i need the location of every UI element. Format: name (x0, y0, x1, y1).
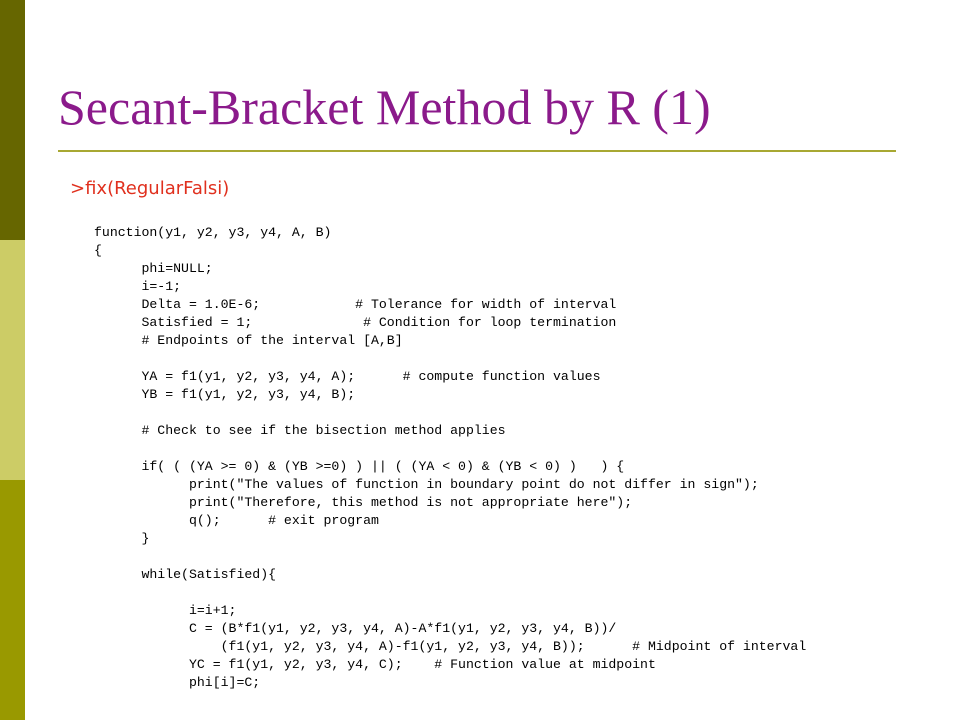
code-line (94, 548, 806, 566)
code-line: i=i+1; (94, 603, 237, 618)
code-line: print("Therefore, this method is not appropriate here"); (94, 495, 633, 510)
code-line: C = (B*f1(y1, y2, y3, y4, A)-A*f1(y1, y2, y3, y4, B))/ (94, 621, 617, 636)
slide-title: Secant-Bracket Method by R (1) (58, 79, 711, 135)
sidebar-accent (0, 0, 25, 720)
code-line (94, 440, 806, 458)
code-line: # Endpoints of the interval [A,B] (94, 333, 403, 348)
code-line: (f1(y1, y2, y3, y4, A)-f1(y1, y2, y3, y4, B)); # Midpoint of interval (94, 639, 807, 654)
code-line: print("The values of function in boundary point do not differ in sign"); (94, 477, 759, 492)
code-line: q(); # exit program (94, 513, 379, 528)
code-block (94, 224, 806, 692)
title-divider (58, 150, 896, 152)
code-line: YB = f1(y1, y2, y3, y4, B); (94, 387, 356, 402)
code-line: } (94, 531, 150, 546)
code-line (94, 404, 806, 422)
sidebar-segment-middle (0, 240, 25, 480)
command-text: >fix(RegularFalsi) (70, 178, 230, 199)
code-line: { (94, 243, 102, 258)
code-line: function(y1, y2, y3, y4, A, B) (94, 225, 332, 240)
code-line: Delta = 1.0E-6; # Tolerance for width of interval (94, 297, 617, 312)
code-line: Satisfied = 1; # Condition for loop termination (94, 315, 617, 330)
code-line (94, 584, 806, 602)
sidebar-segment-bottom (0, 480, 25, 720)
code-line: YC = f1(y1, y2, y3, y4, C); # Function value at midpoint (94, 657, 656, 672)
code-line: phi[i]=C; (94, 675, 261, 690)
code-line: YA = f1(y1, y2, y3, y4, A); # compute function values (94, 369, 601, 384)
code-line: phi=NULL; (94, 261, 213, 276)
sidebar-segment-top (0, 0, 25, 240)
code-line (94, 350, 806, 368)
code-line: if( ( (YA >= 0) & (YB >=0) ) || ( (YA < 0) & (YB < 0) ) ) { (94, 459, 625, 474)
code-line: # Check to see if the bisection method applies (94, 423, 506, 438)
code-line: i=-1; (94, 279, 182, 294)
code-line: while(Satisfied){ (94, 567, 277, 582)
